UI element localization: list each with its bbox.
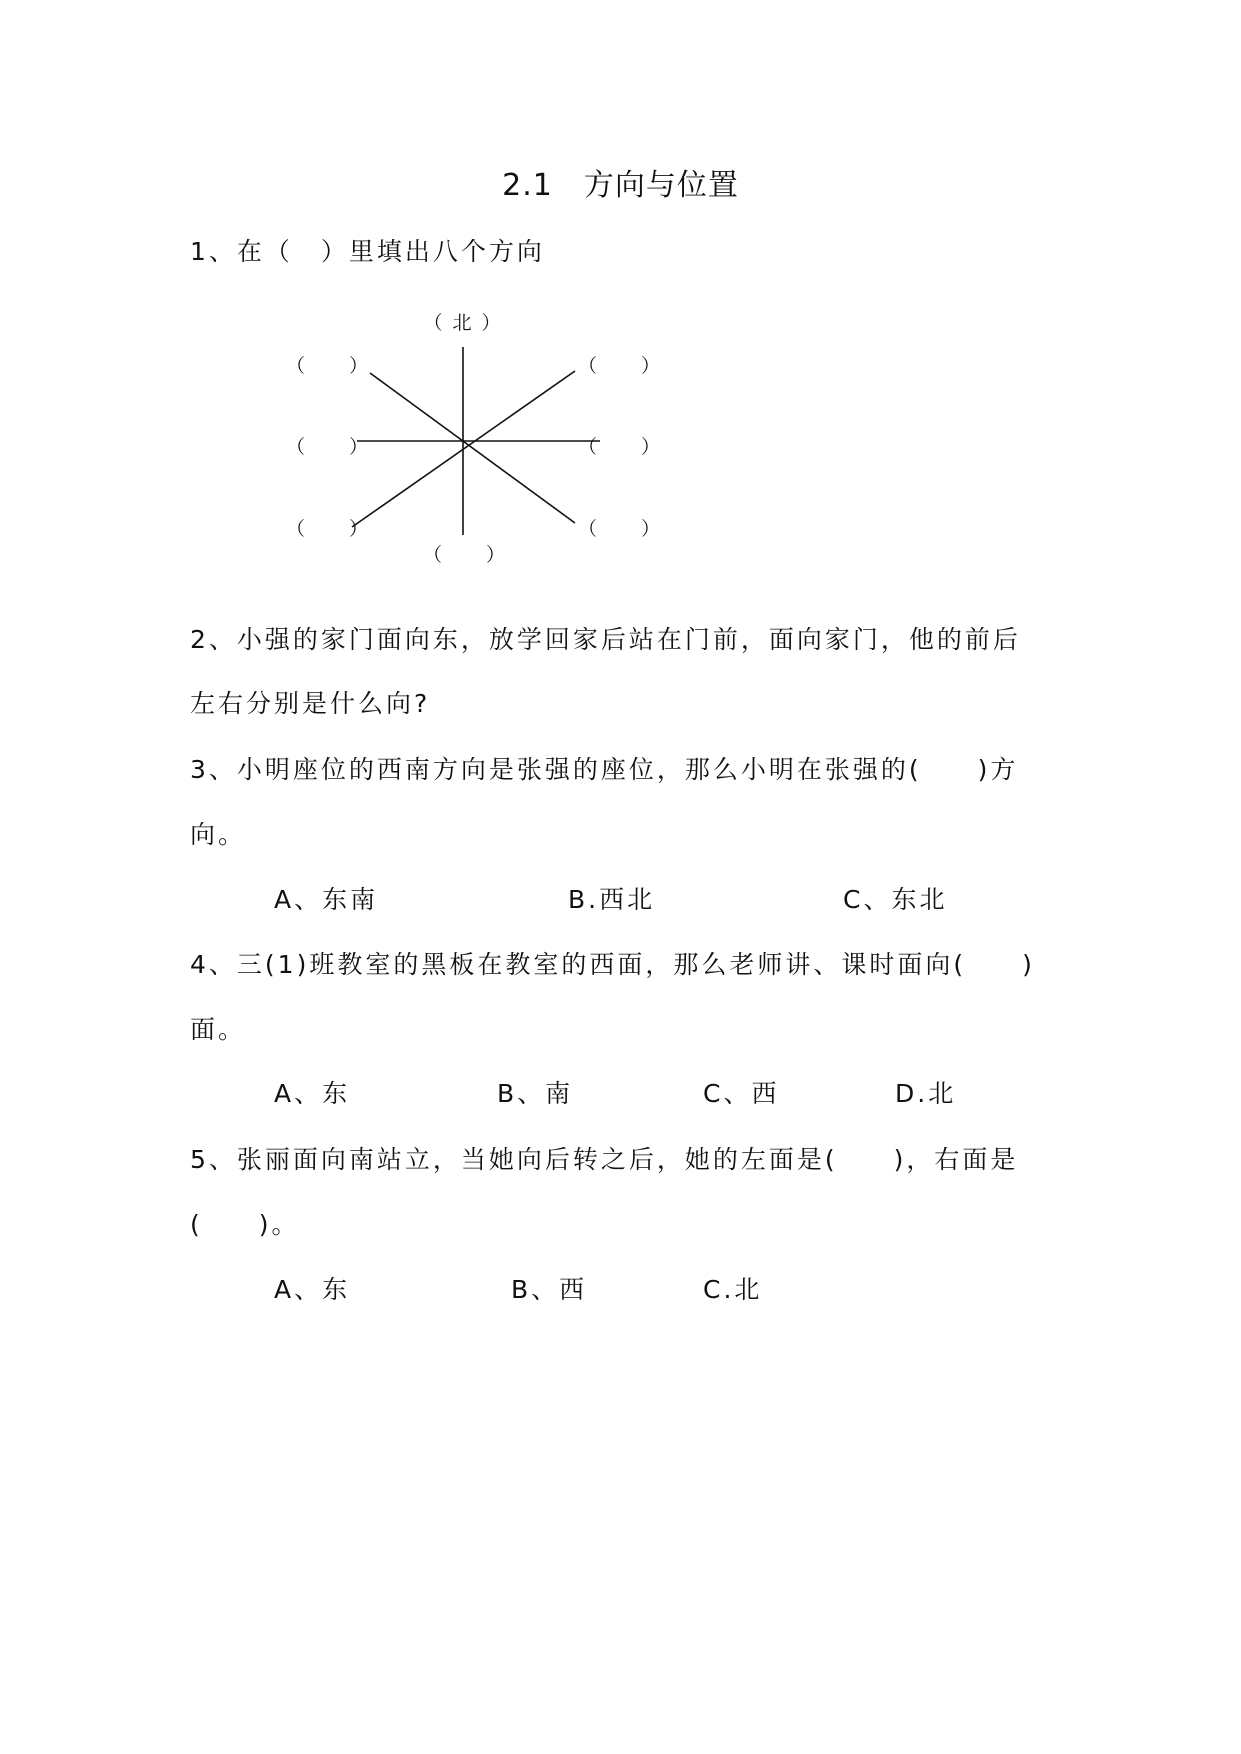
question-3-option-a: A、东南 — [274, 885, 379, 914]
question-2-line-2: 左右分别是什么向? — [190, 689, 431, 718]
compass-label-east: （ ） — [578, 436, 663, 458]
question-5-line-2: ( )。 — [190, 1210, 300, 1239]
question-4-line-1: 4、三(1)班教室的黑板在教室的西面，那么老师讲、课时面向( ) — [190, 950, 1035, 979]
compass-label-southwest: （ ） — [286, 518, 371, 540]
question-3-option-c: C、东北 — [843, 885, 948, 914]
question-3-line-2: 向。 — [190, 820, 247, 849]
page-title: 2.1 方向与位置 — [502, 168, 739, 203]
question-5-line-1: 5、张丽面向南站立，当她向后转之后，她的左面是( )，右面是 — [190, 1145, 1019, 1174]
question-4-option-c: C、西 — [703, 1079, 780, 1108]
question-3-line-1: 3、小明座位的西南方向是张强的座位，那么小明在张强的( )方 — [190, 755, 1019, 784]
question-4-line-2: 面。 — [190, 1015, 247, 1044]
question-3-option-b: B.西北 — [568, 885, 656, 914]
compass-label-west: （ ） — [286, 436, 371, 458]
question-5-option-a: A、东 — [274, 1275, 351, 1304]
compass-label-northwest: （ ） — [286, 355, 371, 377]
compass-label-southeast: （ ） — [578, 518, 663, 540]
question-1-text: 1、在（ ）里填出八个方向 — [190, 237, 545, 266]
question-5-option-c: C.北 — [703, 1275, 763, 1304]
question-4-option-b: B、南 — [497, 1079, 574, 1108]
question-4-option-d: D.北 — [895, 1079, 957, 1108]
question-5-option-b: B、西 — [511, 1275, 588, 1304]
compass-label-south: （ ） — [423, 544, 508, 566]
question-2-line-1: 2、小强的家门面向东，放学回家后站在门前，面向家门，他的前后 — [190, 625, 1021, 654]
compass-label-northeast: （ ） — [578, 355, 663, 377]
question-4-option-a: A、东 — [274, 1079, 351, 1108]
compass-line-nw-se — [370, 373, 575, 523]
compass-label-north: （ 北 ） — [423, 312, 503, 334]
